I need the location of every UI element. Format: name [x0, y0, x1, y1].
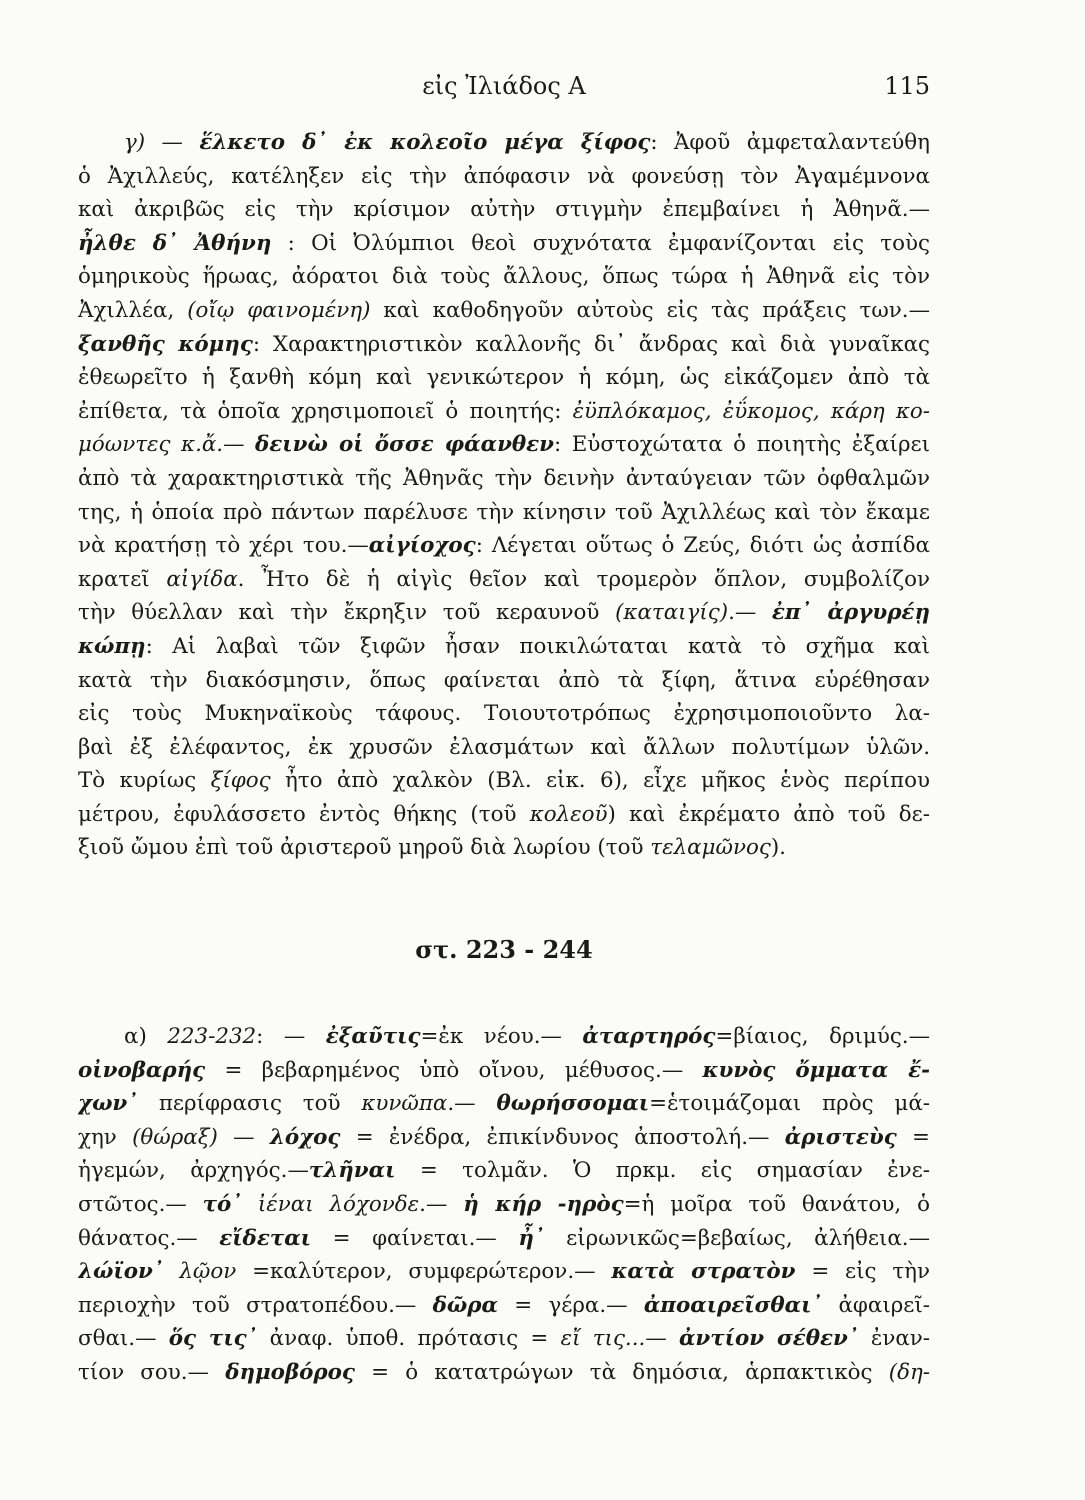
text-line: τὴν θύελλαν καὶ τὴν ἔκρηξιν τοῦ κεραυνοῦ (καταιγίς).— ἐπ᾽ ἀργυρέῃ [78, 600, 930, 626]
text-line: χων᾽ περίφρασις τοῦ κυνῶπα.— θωρήσσομαι=ἑτοιμάζομαι πρὸς μά- [78, 1091, 930, 1117]
text-line: ἐθεωρεῖτο ἡ ξανθὴ κόμη καὶ γενικώτερον ἡ κόμη, ὡς εἰκάζομεν ἀπὸ τὰ [78, 365, 930, 391]
running-title: εἰς Ἰλιάδος Α [422, 72, 586, 100]
text-line: κατὰ τὴν διακόσμησιν, ὅπως φαίνεται ἀπὸ τὰ ξίφη, ἅτινα εὑρέθησαν [78, 667, 930, 693]
commentary-paragraph-g [78, 126, 930, 865]
text-line: ἀπὸ τὰ χαρακτηριστικὰ τῆς Ἀθηνᾶς τὴν δεινὴν ἀνταύγειαν τῶν ὀφθαλμῶν [78, 465, 930, 491]
section-heading: στ. 223 - 244 [415, 935, 593, 964]
text-line: χην (θώραξ) — λόχος = ἐνέδρα, ἐπικίνδυνος ἀποστολή.— ἀριστεὺς = [78, 1124, 930, 1150]
text-line: μόωντες κ.ἄ.— δεινὼ οἱ ὄσσε φάανθεν: Εὐστοχώτατα ὁ ποιητὴς ἐξαίρει [78, 432, 930, 458]
text-line: κρατεῖ αἰγίδα. Ἦτο δὲ ἡ αἰγὶς θεῖον καὶ τρομερὸν ὅπλον, συμβολίζον [78, 566, 930, 592]
text-line: ἡγεμών, ἀρχηγός.—τλῆναι = τολμᾶν. Ὁ πρκμ. εἰς σημασίαν ἐνε- [78, 1158, 930, 1184]
text-line: ξιοῦ ὤμου ἐπὶ τοῦ ἀριστεροῦ μηροῦ διὰ λωρίου (τοῦ τελαμῶνος). [78, 835, 786, 861]
text-line: νὰ κρατήσῃ τὸ χέρι του.—αἰγίοχος: Λέγεται οὕτως ὁ Ζεύς, διότι ὡς ἀσπίδα [78, 533, 930, 559]
text-line: ὁ Ἀχιλλεύς, κατέληξεν εἰς τὴν ἀπόφασιν νὰ φονεύσῃ τὸν Ἀγαμέμνονα [78, 163, 930, 189]
text-line: στῶτος.— τό᾽ ἰέναι λόχονδε.— ἡ κήρ -ηρὸς=ἡ μοῖρα τοῦ θανάτου, ὁ [78, 1191, 930, 1217]
text-line: σθαι.— ὅς τις᾽ ἀναφ. ὑποθ. πρότασις = εἴ τις...— ἀντίον σέθεν᾽ ἐναν- [78, 1326, 930, 1352]
text-line: ξανθῆς κόμης: Χαρακτηριστικὸν καλλονῆς δι᾽ ἄνδρας καὶ διὰ γυναῖκας [78, 331, 930, 357]
text-line: ὁμηρικοὺς ἥρωας, ἀόρατοι διὰ τοὺς ἄλλους, ὅπως τώρα ἡ Ἀθηνᾶ εἰς τὸν [78, 264, 930, 290]
text-line: ἐπίθετα, τὰ ὁποῖα χρησιμοποιεῖ ὁ ποιητής: ἐϋπλόκαμος, ἐΰκομος, κάρη κο- [78, 398, 930, 424]
commentary-paragraph-a [78, 1020, 930, 1390]
text-line: Ἀχιλλέα, (οἴῳ φαινομένη) καὶ καθοδηγοῦν αὐτοὺς εἰς τὰς πράξεις των.— [78, 297, 930, 323]
text-line: κώπῃ: Αἱ λαβαὶ τῶν ξιφῶν ἦσαν ποικιλώταται κατὰ τὸ σχῆμα καὶ [78, 633, 930, 659]
text-line: Τὸ κυρίως ξίφος ἦτο ἀπὸ χαλκὸν (Βλ. εἰκ. 6), εἶχε μῆκος ἑνὸς περίπου [78, 768, 930, 794]
text-line: εἰς τοὺς Μυκηναϊκοὺς τάφους. Τοιουτοτρόπως ἐχρησιμοποιοῦντο λα- [78, 701, 930, 727]
text-line: καὶ ἀκριβῶς εἰς τὴν κρίσιμον αὐτὴν στιγμὴν ἐπεμβαίνει ἡ Ἀθηνᾶ.— [78, 197, 930, 223]
text-line: μέτρου, ἐφυλάσσετο ἐντὸς θήκης (τοῦ κολεοῦ) καὶ ἐκρέματο ἀπὸ τοῦ δε- [78, 801, 930, 827]
text-line: λώϊον᾽ λῷον =καλύτερον, συμφερώτερον.— κατὰ στρατὸν = εἰς τὴν [78, 1259, 930, 1285]
running-header [78, 72, 930, 108]
text-line: περιοχὴν τοῦ στρατοπέδου.— δῶρα = γέρα.— ἀποαιρεῖσθαι᾽ ἀφαιρεῖ- [78, 1292, 930, 1318]
text-line: θάνατος.— εἴδεται = φαίνεται.— ἦ᾽ εἰρωνικῶς=βεβαίως, ἀλήθεια.— [78, 1225, 930, 1251]
text-line: της, ἡ ὁποία πρὸ πάντων παρέλυσε τὴν κίνησιν τοῦ Ἀχιλλέως καὶ τὸν ἔκαμε [78, 499, 930, 525]
text-line: βαὶ ἐξ ἐλέφαντος, ἐκ χρυσῶν ἐλασμάτων καὶ ἄλλων πολυτίμων ὑλῶν. [78, 734, 930, 760]
text-line: γ) — ἕλκετο δ᾽ ἐκ κολεοῖο μέγα ξίφος: Ἀφοῦ ἀμφεταλαντεύθη [124, 130, 930, 155]
page-number: 115 [884, 72, 930, 100]
text-line: ἦλθε δ᾽ Ἀθήνη : Οἱ Ὀλύμπιοι θεοὶ συχνότατα ἐμφανίζονται εἰς τοὺς [78, 230, 930, 256]
text-line: τίον σου.— δημοβόρος = ὁ κατατρώγων τὰ δημόσια, ἁρπακτικὸς (δη- [78, 1359, 930, 1385]
text-line: α) 223-232: — ἐξαῦτις=ἐκ νέου.— ἀταρτηρός=βίαιος, δριμύς.— [124, 1024, 930, 1049]
text-line: οἰνοβαρής = βεβαρημένος ὑπὸ οἴνου, μέθυσος.— κυνὸς ὄμματα ἔ- [78, 1057, 930, 1083]
